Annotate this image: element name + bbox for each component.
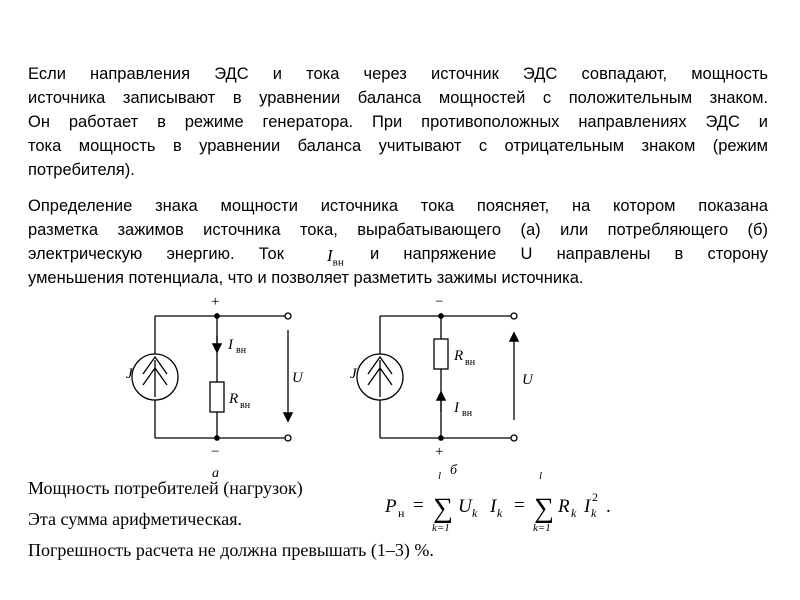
- paragraph-1-line: Он работает в режиме генератора. При противоположных направлениях ЭДС и: [28, 113, 768, 131]
- circuit-a: [132, 313, 291, 441]
- formula-r: R: [558, 496, 570, 517]
- circuit-a-current-label: I: [228, 337, 233, 353]
- formula-sum1-bottom: k=1: [432, 522, 450, 534]
- formula-u-sub: k: [472, 506, 478, 520]
- circuit-b-caption: б: [450, 463, 458, 478]
- formula-p: P: [385, 496, 397, 517]
- paragraph-1-line: Если направления ЭДС и тока через источник ЭДС совпадают, мощность: [28, 65, 768, 83]
- circuit-b-minus: −: [435, 294, 444, 310]
- circuit-b: [357, 313, 517, 441]
- formula-eq-1: =: [413, 495, 424, 516]
- circuit-a-caption: a: [212, 466, 219, 481]
- circuit-a-resistor-label: R: [229, 391, 239, 407]
- circuit-b-plus: +: [435, 444, 444, 460]
- formula-sum2-symbol: ∑: [534, 493, 554, 524]
- circuit-a-minus: −: [211, 444, 220, 460]
- paragraph-2-line3-start: электрическую энергию. Ток: [28, 245, 284, 263]
- formula-sum1-top: l: [438, 470, 442, 482]
- formula-sum1-symbol: ∑: [433, 493, 453, 524]
- circuit-a-labels: [126, 294, 304, 481]
- circuit-b-voltage-label: U: [522, 372, 533, 388]
- inline-current-main: I: [327, 246, 333, 265]
- circuit-b-resistor-label: R: [454, 348, 464, 364]
- formula-sum2-bottom: k=1: [533, 522, 551, 534]
- paragraph-1-line: источника записывают в уравнении баланса мощностей с положительным знаком.: [28, 89, 768, 107]
- circuit-a-voltage-label: U: [292, 370, 303, 386]
- paragraph-2-line: Определение знака мощности источника тока поясняет, на котором показана: [28, 197, 768, 215]
- paragraph-2-line: разметка зажимов источника тока, вырабатывающего (а) или потребляющего (б): [28, 221, 768, 239]
- formula-i2-sup: 2: [592, 490, 598, 504]
- circuit-a-source-label: J: [126, 366, 133, 382]
- bottom-line-1: Мощность потребителей (нагрузок): [28, 478, 303, 498]
- circuit-a-resistor-sub: вн: [240, 400, 251, 411]
- formula-end: .: [606, 496, 611, 517]
- formula-i: I: [490, 496, 497, 517]
- circuit-b-current-sub: вн: [462, 408, 473, 419]
- inline-current-sub: вн: [332, 256, 344, 269]
- circuit-a-current-sub: вн: [236, 345, 247, 356]
- paragraph-2-line: уменьшения потенциала, что и позволяет разметить зажимы источника.: [28, 269, 584, 287]
- formula-i-sub: k: [497, 506, 503, 520]
- formula-eq-2: =: [514, 495, 525, 516]
- bottom-line-2: Эта сумма арифметическая.: [28, 509, 243, 529]
- circuit-b-labels: [350, 294, 534, 478]
- formula-i2-sub: k: [591, 506, 597, 520]
- formula-i2: I: [584, 496, 591, 517]
- formula-u: U: [458, 496, 472, 517]
- circuit-b-source-label: J: [350, 366, 357, 382]
- circuit-a-plus: +: [211, 294, 220, 310]
- paragraph-1-line: тока мощность в уравнении баланса учитывают с отрицательным знаком (режим: [28, 137, 768, 155]
- paragraph-1-line: потребителя).: [28, 161, 135, 179]
- power-formula: [384, 470, 611, 534]
- formula-sum2-top: l: [539, 470, 543, 482]
- paragraph-2-line3-end: и напряжение U направлены в сторону: [369, 245, 768, 263]
- bottom-line-3: Погрешность расчета не должна превышать (1–3) %.: [28, 540, 434, 560]
- circuit-b-current-label: I: [454, 400, 459, 416]
- formula-r-sub: k: [571, 506, 577, 520]
- circuit-b-resistor-sub: вн: [465, 357, 476, 368]
- formula-p-sub: н: [398, 506, 405, 520]
